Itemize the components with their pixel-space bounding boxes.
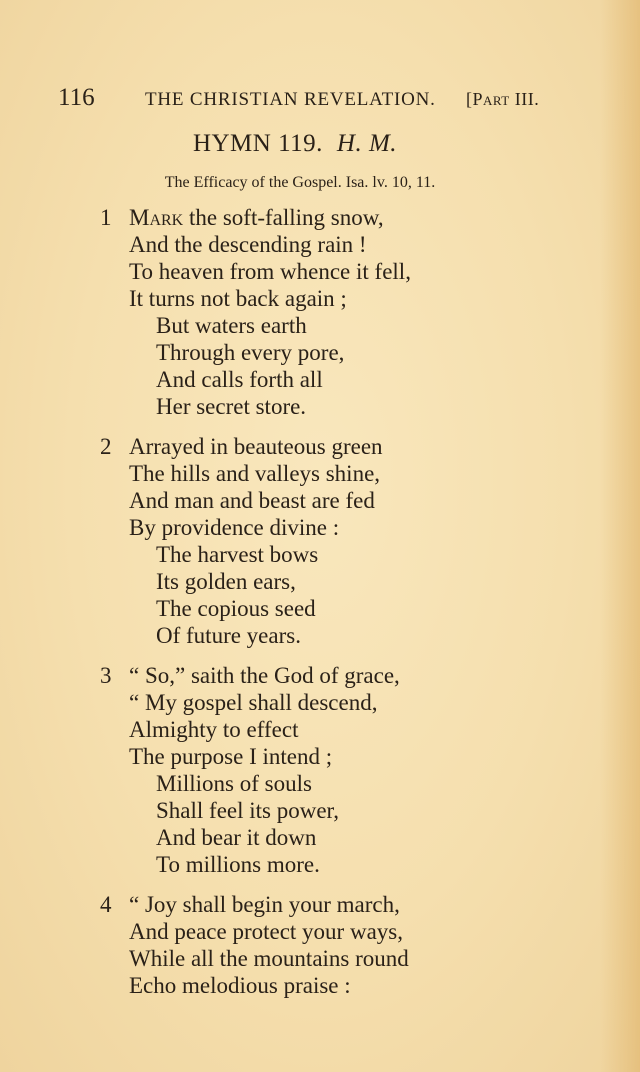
verse-line: To heaven from whence it fell, [129,259,411,284]
initial-word: Mark [129,205,184,230]
verse-line: To millions more. [156,852,320,877]
verse-line [100,204,520,231]
verse-line-rest: the soft-falling snow, [183,205,384,230]
verse-line: And the descending rain ! [129,232,367,257]
verse-line: Almighty to effect [129,717,299,742]
verse-line: “ My gospel shall descend, [129,690,378,715]
verse-line: And peace protect your ways, [129,919,403,944]
hymn-subtitle: The Efficacy of the Gospel. Isa. lv. 10, 11. [164,174,436,191]
stanza-number: 3 [100,663,112,688]
verse-line: Millions of souls [156,771,312,796]
verse-line: “ So,” saith the God of grace, [129,663,400,688]
stanza-number: 1 [100,205,112,230]
verse-line: While all the mountains round [129,946,409,971]
hymn-heading [0,130,590,158]
verse-line: And bear it down [156,825,317,850]
verse-line: “ Joy shall begin your march, [129,892,400,917]
verse-line: And calls forth all [156,367,323,392]
verse-line: Through every pore, [156,340,345,365]
verse-line: The purpose I intend ; [129,744,333,769]
verse-line: But waters earth [156,313,307,338]
stanza-2 [100,433,520,649]
stanza-3 [100,662,520,878]
verse-line: The hills and valleys shine, [129,461,381,486]
hymn-verses [100,204,520,1012]
verse-line: Her secret store. [156,394,307,419]
verse-line: By providence divine : [129,515,340,540]
part-label: [Part III. [466,89,540,109]
running-head [58,84,558,116]
verse-line: The copious seed [156,596,316,621]
verse-line: Its golden ears, [156,569,296,594]
running-title: THE CHRISTIAN REVELATION. [145,89,436,110]
stanza-4 [100,891,520,999]
hymn-title: HYMN 119. [192,130,323,157]
verse-line: The harvest bows [156,542,319,567]
stanza-number: 4 [100,892,112,917]
verse-line: Arrayed in beauteous green [129,434,383,459]
verse-line: It turns not back again ; [129,286,347,311]
stanza-number: 2 [100,434,112,459]
verse-line: Of future years. [156,623,301,648]
hymn-meter: H. M. [336,130,398,157]
verse-line: Shall feel its power, [156,798,340,823]
verse-line: And man and beast are fed [129,488,375,513]
verse-line: Echo melodious praise : [129,973,351,998]
stanza-1 [100,204,520,420]
page-number: 116 [58,84,95,111]
